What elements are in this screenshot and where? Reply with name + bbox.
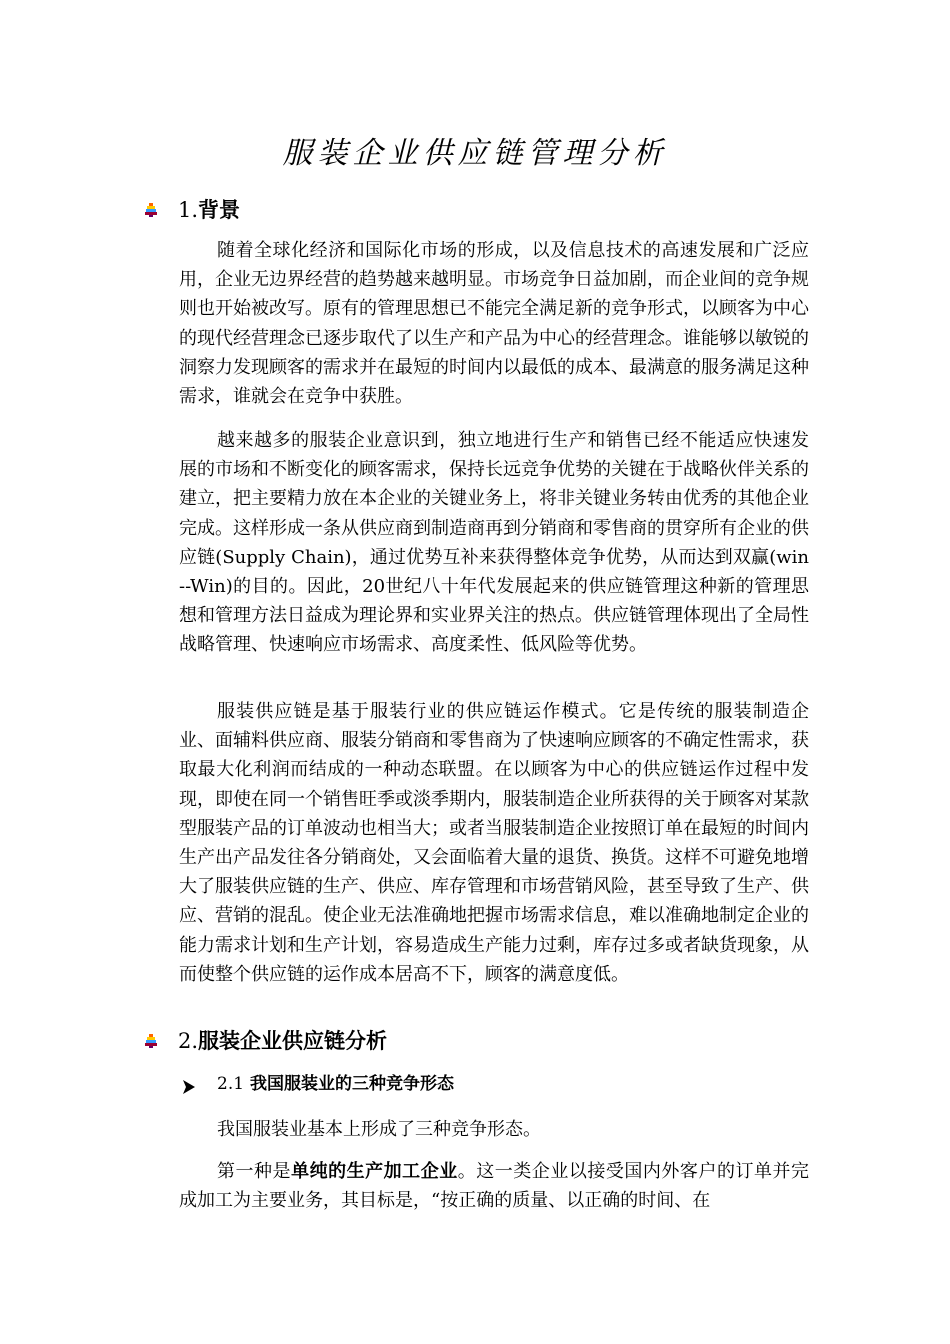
document-title: 服装企业供应链管理分析 bbox=[282, 136, 668, 171]
section-label: 服装企业供应链分析 bbox=[198, 1029, 388, 1053]
subsection-heading-2-1 bbox=[183, 1072, 454, 1096]
colored-bullet-icon bbox=[144, 1034, 158, 1048]
bold-term: 单纯的生产加工企业 bbox=[291, 1161, 458, 1182]
section-number: 2. bbox=[178, 1029, 199, 1053]
colored-bullet-icon bbox=[144, 203, 158, 217]
arrow-bullet-icon bbox=[183, 1077, 195, 1091]
paragraph-prefix: 第一种是 bbox=[217, 1161, 292, 1182]
paragraph bbox=[179, 1157, 809, 1215]
section-heading-1 bbox=[144, 196, 240, 224]
section-heading-2 bbox=[144, 1027, 387, 1055]
paragraph: 我国服装业基本上形成了三种竞争形态。 bbox=[217, 1119, 541, 1140]
paragraph-suffix: 。这一类企业以接受国内外客户的订单并完成加工为主要业务，其目标是，“按正确的质量、以正确的时间、在 bbox=[179, 1161, 810, 1212]
paragraph: 服装供应链是基于服装行业的供应链运作模式。它是传统的服装制造企业、面辅料供应商、服装分销商和零售商为了快速响应顾客的不确定性需求，获取最大化利润而结成的一种动态联盟。在以顾客为中心的供应链运作过程中发现，即使在同一个销售旺季或淡季期内，服装制造企业所获得的关于顾客对某款型服装产品的订单波动也相当大；或者当服装制造企业按照订单在最短的时间内生产出产品发往各分销商处，又会面临着大量的退货、换货。这样不可避免地增大了服装供应链的生产、供应、库存管理和市场营销风险，甚至导致了生产、供应、营销的混乱。使企业无法准确地把握市场需求信息，难以准确地制定企业的能力需求计划和生产计划，容易造成生产能力过剩，库存过多或者缺货现象，从而使整个供应链的运作成本居高不下，顾客的满意度低。 bbox=[179, 701, 809, 985]
paragraph: 随着全球化经济和国际化市场的形成，以及信息技术的高速发展和广泛应用，企业无边界经营的趋势越来越明显。市场竞争日益加剧，而企业间的竞争规则也开始被改写。原有的管理思想已不能完全满足新的竞争形式，以顾客为中心的现代经营理念已逐步取代了以生产和产品为中心的经营理念。谁能够以敏锐的洞察力发现顾客的需求并在最短的时间内以最低的成本、最满意的服务满足这种需求，谁就会在竞争中获胜。 bbox=[179, 240, 809, 408]
section-label: 背景 bbox=[198, 198, 241, 222]
paragraph: 越来越多的服装企业意识到，独立地进行生产和销售已经不能适应快速发展的市场和不断变化的顾客需求，保持长远竞争优势的关键在于战略伙伴关系的建立，把主要精力放在本企业的关键业务上，将非关键业务转由优秀的其他企业完成。这样形成一条从供应商到制造商再到分销商和零售商的贯穿所有企业的供应链(Supply Chain)，通过优势互补来获得整体竞争优势，从而达到双赢(win--Win)的目的。因此，20世纪八十年代发展起来的供应链管理这种新的管理思想和管理方法日益成为理论界和实业界关注的热点。供应链管理体现出了全局性战略管理、快速响应市场需求、高度柔性、低风险等优势。 bbox=[179, 430, 809, 656]
section-number: 1. bbox=[178, 198, 199, 222]
subsection-label: 我国服装业的三种竞争形态 bbox=[250, 1074, 455, 1094]
subsection-number: 2.1 bbox=[217, 1074, 245, 1094]
